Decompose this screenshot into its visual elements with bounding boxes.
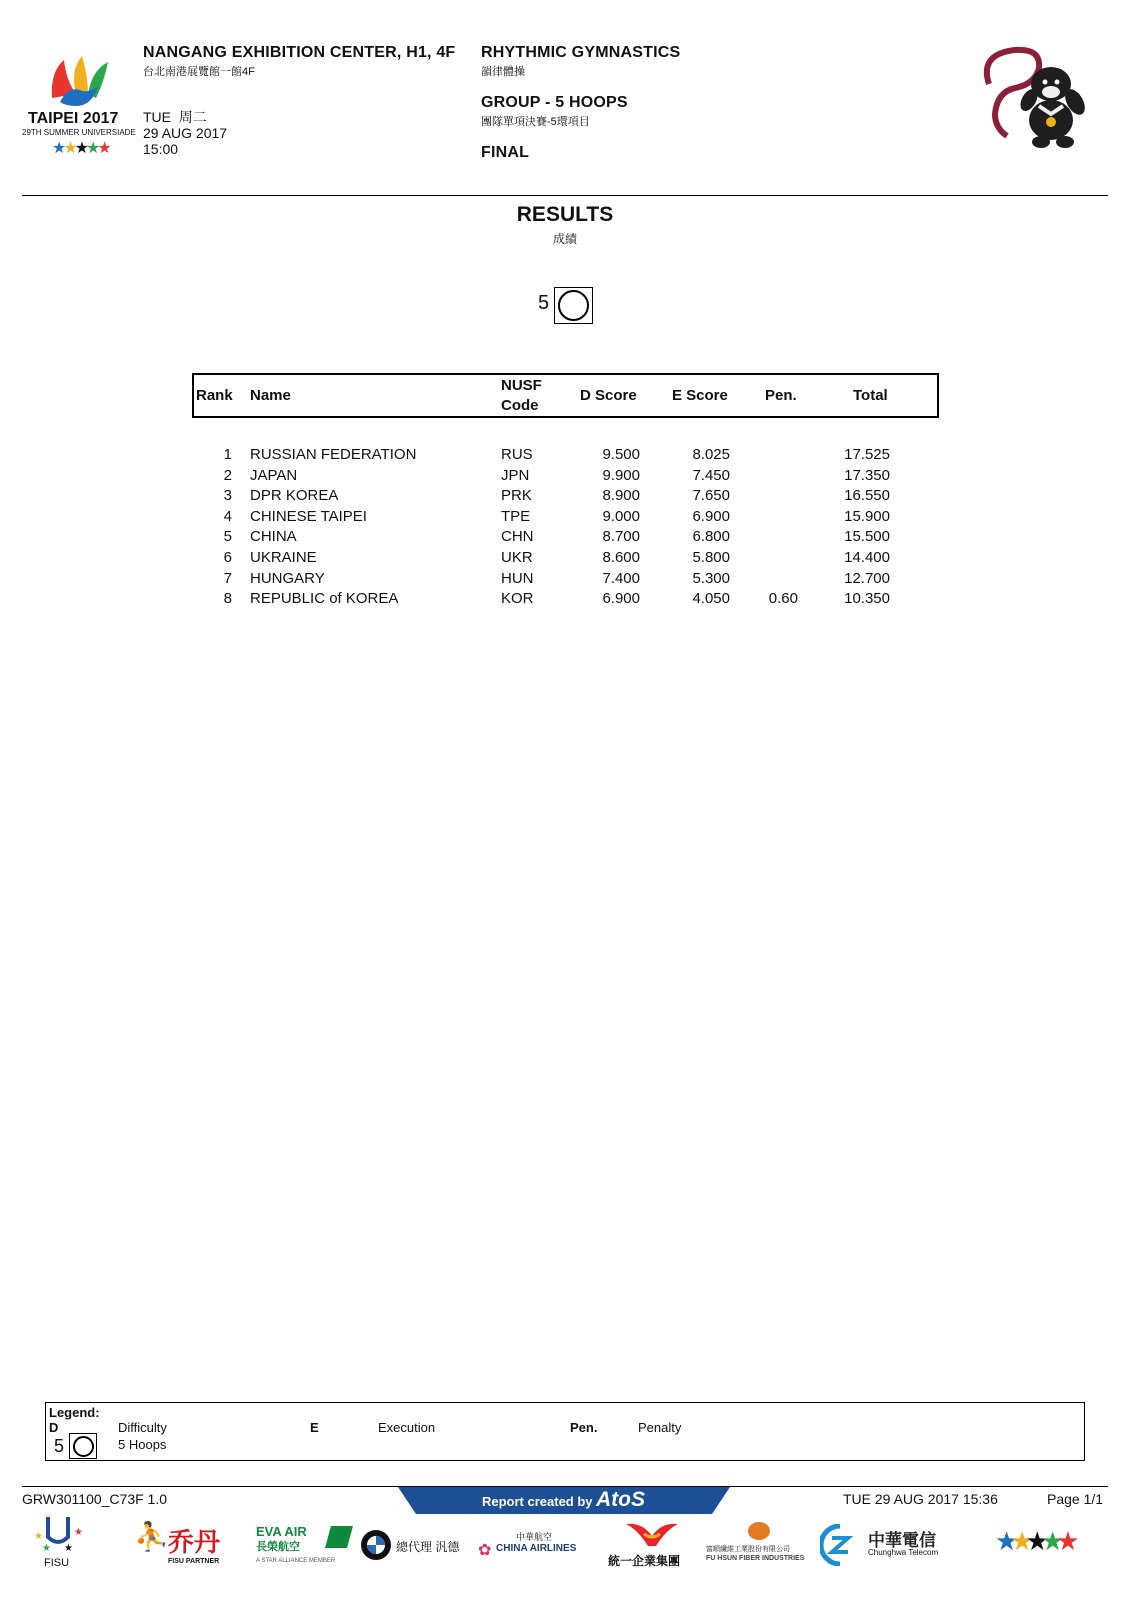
- qiaodan-logo: [134, 1520, 244, 1568]
- plum-blossom-icon: ✿: [478, 1542, 492, 1559]
- cell-rank: 3: [223, 487, 232, 505]
- results-title-zh: 成績: [552, 232, 577, 246]
- cell-rank: 6: [223, 549, 232, 566]
- cell-name: REPUBLIC of KOREA: [250, 590, 399, 608]
- svg-text:★: ★: [74, 1527, 83, 1538]
- event-time: 15:00: [143, 141, 179, 157]
- legend-hoops-count: 5: [54, 1436, 65, 1456]
- cell-name: CHINA: [250, 528, 297, 546]
- col-code-line1: NUSF: [501, 377, 542, 394]
- eva-air-wing-icon: [325, 1526, 353, 1548]
- cell-name: CHINESE TAIPEI: [250, 507, 367, 525]
- cell-rank: 2: [223, 466, 232, 484]
- cell-penalty: 0.60: [768, 590, 798, 608]
- report-created-by: Report created by: [482, 1494, 593, 1509]
- qiaodan-sub: FISU PARTNER: [168, 1558, 220, 1565]
- venue: NANGANG EXHIBITION CENTER, H1, 4F: [143, 44, 456, 61]
- games-subtitle: 29TH SUMMER UNIVERSIADE: [22, 128, 136, 137]
- cell-d-score: 9.500: [602, 446, 640, 463]
- eva-air-logo: [256, 1524, 356, 1568]
- legend-d-key: D: [49, 1420, 59, 1435]
- cell-name: UKRAINE: [250, 549, 317, 566]
- fu-hsun-emblem-icon: [748, 1522, 770, 1540]
- cell-code: HUN: [501, 569, 534, 587]
- cell-e-score: 7.650: [692, 487, 730, 505]
- event-date: 29 AUG 2017: [143, 125, 228, 141]
- eva-air-name-zh: 長榮航空: [256, 1541, 300, 1553]
- cell-total: 15.500: [844, 528, 890, 546]
- cell-code: CHN: [501, 528, 534, 546]
- cell-d-score: 8.600: [602, 549, 640, 566]
- sport-name-zh: 韻律體操: [481, 66, 525, 78]
- cell-name: HUNGARY: [250, 569, 325, 587]
- cell-total: 16.550: [844, 487, 890, 505]
- col-name: Name: [250, 387, 291, 404]
- cell-rank: 4: [223, 507, 232, 525]
- event-name-zh: 團隊單項決賽-5環項目: [481, 116, 590, 128]
- taipei-2017-emblem-icon: [22, 50, 140, 110]
- header-divider: [22, 195, 1108, 196]
- cell-code: JPN: [501, 466, 530, 484]
- bmw-dealer: 總代理 汎德: [396, 1540, 460, 1554]
- col-e-score: E Score: [672, 387, 728, 404]
- legend-hoops-value: 5 Hoops: [118, 1437, 167, 1452]
- cell-total: 17.350: [844, 466, 890, 484]
- uni-president-logo: [608, 1520, 698, 1568]
- col-d-score: D Score: [580, 387, 637, 404]
- legend-hoop-icon: [69, 1433, 97, 1459]
- col-rank: Rank: [196, 387, 233, 404]
- atos-logo: AtoS: [596, 1488, 645, 1511]
- fu-hsun-name-zh: 富順纖維工業股份有限公司: [706, 1546, 790, 1553]
- cell-rank: 1: [223, 446, 232, 463]
- fu-hsun-logo: [706, 1522, 816, 1568]
- cell-d-score: 8.900: [602, 487, 640, 505]
- chunghwa-telecom-logo: [820, 1524, 950, 1568]
- cell-e-score: 7.450: [692, 466, 730, 484]
- svg-text:★: ★: [34, 1531, 43, 1542]
- legend-pen-value: Penalty: [638, 1420, 682, 1435]
- cell-d-score: 8.700: [602, 528, 640, 546]
- mascot-icon: [975, 44, 1095, 154]
- legend-d-value: Difficulty: [118, 1420, 167, 1435]
- chunghwa-telecom-icon: [820, 1524, 860, 1566]
- svg-text:★: ★: [64, 1543, 73, 1553]
- cell-rank: 8: [223, 590, 232, 608]
- apparatus-count: 5: [538, 292, 550, 314]
- cell-rank: 7: [223, 569, 232, 587]
- uni-president-name: 統一企業集團: [608, 1554, 681, 1568]
- cell-code: KOR: [501, 590, 534, 608]
- page-number: Page 1/1: [1047, 1491, 1104, 1507]
- fisu-logo: [30, 1513, 86, 1571]
- cell-e-score: 8.025: [692, 446, 730, 463]
- eva-air-name: EVA AIR: [256, 1524, 307, 1539]
- cell-e-score: 4.050: [692, 590, 730, 608]
- cell-code: TPE: [501, 507, 531, 525]
- cell-total: 15.900: [844, 507, 890, 525]
- cell-rank: 5: [223, 528, 232, 546]
- universiade-stars-icon: ★★★★★: [52, 140, 109, 157]
- cell-code: UKR: [501, 549, 533, 566]
- legend-title: Legend:: [49, 1405, 100, 1420]
- results-title: RESULTS: [516, 203, 614, 226]
- legend-e-key: E: [310, 1420, 319, 1435]
- cell-e-score: 6.900: [692, 507, 730, 525]
- svg-text:★: ★: [42, 1543, 51, 1553]
- cell-e-score: 5.300: [692, 569, 730, 587]
- sport-name: RHYTHMIC GYMNASTICS: [481, 44, 681, 61]
- legend-pen-key: Pen.: [570, 1420, 598, 1435]
- event-name: GROUP - 5 HOOPS: [481, 94, 628, 111]
- fisu-u-icon: [30, 1513, 86, 1553]
- weekday: [143, 109, 207, 125]
- apparatus-hoop-icon: [554, 287, 593, 324]
- fisu-text: FISU: [44, 1557, 70, 1569]
- col-penalty: Pen.: [765, 387, 797, 404]
- cell-total: 14.400: [844, 549, 890, 566]
- cell-name: JAPAN: [250, 466, 298, 484]
- col-total: Total: [853, 387, 888, 404]
- fu-hsun-name: FU HSUN FIBER INDUSTRIES: [706, 1555, 805, 1562]
- legend: [45, 1402, 1085, 1461]
- phase: FINAL: [481, 144, 530, 161]
- col-code-line2: Code: [501, 397, 539, 414]
- cell-total: 10.350: [844, 590, 890, 608]
- cell-d-score: 6.900: [602, 590, 640, 608]
- cell-d-score: 7.400: [602, 569, 640, 587]
- chunghwa-name-zh: 中華電信: [868, 1531, 936, 1550]
- report-timestamp: TUE 29 AUG 2017 15:36: [843, 1491, 998, 1507]
- cell-code: RUS: [501, 446, 533, 463]
- cell-d-score: 9.000: [602, 507, 640, 525]
- cell-name: DPR KOREA: [250, 487, 339, 505]
- bmw-roundel-icon: [360, 1529, 392, 1561]
- cell-name: RUSSIAN FEDERATION: [250, 446, 417, 463]
- cell-total: 17.525: [844, 446, 890, 463]
- uni-bird-icon: [622, 1520, 682, 1550]
- qiaodan-name: 乔丹: [168, 1528, 221, 1558]
- cell-code: PRK: [501, 487, 532, 505]
- cell-e-score: 6.800: [692, 528, 730, 546]
- cell-e-score: 5.800: [692, 549, 730, 566]
- legend-e-value: Execution: [378, 1420, 436, 1435]
- venue-zh: 台北南港展覽館一館4F: [143, 66, 255, 78]
- universiade-stars-footer-icon: ★★★★★: [995, 1526, 1072, 1556]
- universiade-logo: [22, 50, 140, 162]
- atos-banner: [398, 1487, 730, 1514]
- eva-air-sub: A STAR ALLIANCE MEMBER: [256, 1558, 336, 1564]
- games-name: TAIPEI 2017: [28, 110, 119, 127]
- china-airlines-name-zh: 中華航空: [516, 1532, 553, 1542]
- cell-d-score: 9.900: [602, 466, 640, 484]
- chunghwa-name: Chunghwa Telecom: [868, 1548, 939, 1557]
- china-airlines-name: CHINA AIRLINES: [496, 1543, 577, 1554]
- weekday-en: TUE: [143, 109, 171, 125]
- cell-total: 12.700: [844, 569, 890, 587]
- bmw-logo: [360, 1529, 470, 1565]
- china-airlines-logo: [478, 1530, 598, 1564]
- results-table-header: [192, 373, 939, 418]
- document-code: GRW301100_C73F 1.0: [22, 1491, 168, 1507]
- qiaodan-runner-icon: ⛹: [134, 1521, 169, 1552]
- weekday-zh: 周二: [178, 109, 207, 125]
